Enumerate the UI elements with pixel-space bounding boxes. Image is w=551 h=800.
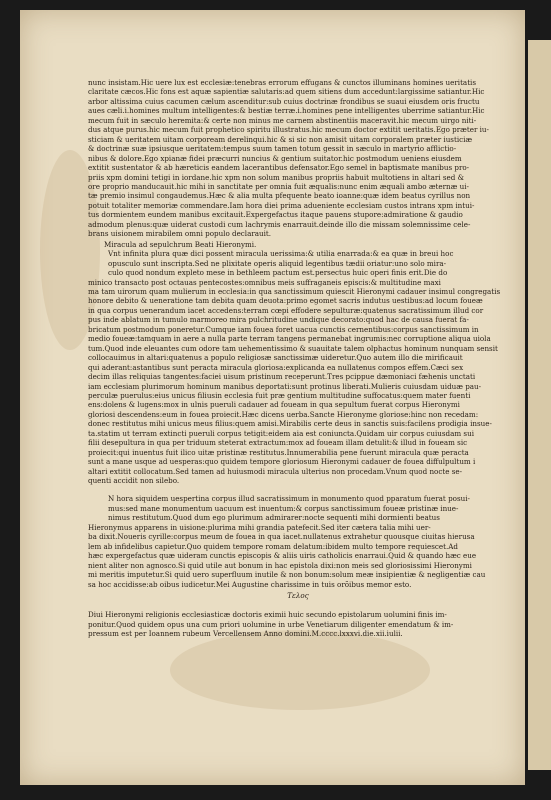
text-line: potuit totaliter memoriæ commendare.Iam hora diei prima adueniente ecclesiam custos intrans xpm intui- (88, 200, 475, 210)
text-line: culo quod nondum expleto mese in bethleem pactum est.persectus huic operi finis erit.Die do (108, 268, 448, 278)
text-line: aues cæli.i.homines multum intelligentes:& bestiæ terræ.i.homines pene intelligentes uberrime satiantur.Hic (88, 106, 485, 116)
section-heading: Miracula ad sepulchrum Beati Hieronymi. (104, 239, 257, 249)
text-line: iam ecclesiam plurimorum hominum manibus deportati:sunt protinus liberati.Mulieris cuiusdam uiduæ pau- (88, 381, 482, 391)
text-line: filii desepultura in qua per triduum steterat extractum:mox ad foueam illam detulit:& illud in foueam sic (88, 438, 468, 448)
text-line: Hieronymus apparens in uisione:plurima mihi grandia patefecit.Sed iter cætera talia mihi uer- (88, 522, 431, 532)
text-line: pressum est per Ioannem rubeum Vercellensem Anno domini.M.cccc.lxxxvi.die.xii.iulii. (88, 629, 403, 639)
text-line: Diui Hieronymi religionis ecclesiasticæ doctoris eximii huic secundo epistolarum uolumini finis im- (88, 610, 447, 620)
burial-section (88, 494, 508, 589)
text-line: extitit sustentator & ab hæreticis eandem lacerantibus defensator.Ego semel in baptismate manibus pro- (88, 163, 470, 173)
text-line: tæ premio insimul congaudemus.Hæc & alia multa pfequente beato ioanne:quæ idem beatus cyrillus non (88, 191, 471, 201)
text-line: ore proprio manducauit.hic mihi in sanctitate per omnia fuit æqualis:nunc enim æquali ambo æternæ ui- (88, 181, 469, 191)
text-line: collocauimus in altari:quatenus a populo religiosæ sanctissimæ uideretur.Quo autem illo die mirificauit (88, 353, 463, 363)
text-line: medio foueæ:tamquam in aere a nulla parte terram tangens permanebat ingrumis:nec corruptione aliqua uiola (88, 334, 491, 344)
text-line: in qua corpus uenerandum iacet accedens:terram cœpi effodere sepulturæ:quatenus sacratissimum illud cor (88, 305, 484, 315)
text-line: ens:dolens & lugens:mox in ulnis pueruli cadauer ad foueam in qua sepultum fuerat corpus Hieronymi (88, 400, 460, 410)
text-line: mecum fuit in sæculo heremita:& certe non minus me carnem abstinentiis maceravit.hic mecum uirgo niti- (88, 115, 477, 125)
page-text (88, 78, 508, 639)
text-line: tus dormientem eundem manibus excitauit.Expergefactus itaque pauens stupore:admiratione & gaudio (88, 210, 463, 220)
text-line: ta.statim ut terram extincti pueruli corpus tetigit:eidem aia est coniuncta.Quidam uir corpus cuiusdam sui (88, 428, 474, 438)
text-line: nient aliter non agnosco.Si quid utile aut bonum in hac epistola dixi:non meis sed gloriosissimi Hieronymi (88, 560, 472, 570)
text-line: sunt a mane usque ad uesperas:quo quidem tempore gloriosum Hieronymi cadauer de fouea diffulpultum i (88, 457, 476, 467)
text-line: decim illas reliquias tangentes:faciei uisum pristinum receperunt.Tres pcippue dæmoniaci fæhenis unctati (88, 372, 476, 382)
text-line: altari extitit collocatum.Sed tamen ad huiusmodi miracula ulterius non procedam.Vnum quod nocte se- (88, 466, 463, 476)
text-line: qui aderant:astantibus sunt peracta miracula gloriosa:explicanda ea nullatenus compos effem.Cæci sex (88, 362, 464, 372)
text-line: sticiam & ueritatem uitam corpoream derelinqui.hic & si sic non amisit uitam corporalem præter iusticiæ (88, 134, 473, 144)
text-line: dus atque purus.hic mecum fuit prophetico spiritu illustratus.hic mecum doctor extitit ueritatis.Ego præter iu- (88, 125, 489, 135)
text-line: honore debito & ueneratione tam debita quam deuota:primo egomet sacris indutus uestibus:ad locum foueæ (88, 296, 483, 306)
text-line: Vnt infinita plura quæ dici possent miracula uerissima:& utilia enarrada:& ea quæ in breui hoc (108, 249, 454, 259)
text-line: lem ab infidelibus capietur.Quo quidem tempore romam delatum:ibidem multo tempore requiescet.Ad (88, 541, 458, 551)
text-line: sa hoc accidisse:ab oibus iudicetur.Mei Augustine charissime in tuis orõibus memor esto. (88, 579, 412, 589)
text-line: minico transacto post octauas pentecostes:omnibus meis suffraganeis episcis:& multitudine maxi (88, 277, 441, 287)
text-line: donec restitutus mihi unicus meus filius:quem amisi.Mirabilis certe deus in sanctis suis:facilens prodigia insue- (88, 419, 492, 429)
text-line: mus:sed mane monumentum uacuum est inuentum:& corpus sanctissimum foueæ pristinæ inue- (108, 503, 459, 513)
text-line: arbor altissima cuius cacumen cælum ascenditur:sub cuius doctrinæ frondibus se suaui eiusdem oris fructu (88, 96, 480, 106)
adjacent-page-edge (528, 40, 551, 770)
text-line: quenti accidit non silebo. (88, 476, 180, 486)
text-line: ponitur.Quod quidem opus una cum priori uolumine in urbe Venetiarum diligenter emendatum & im- (88, 619, 454, 629)
text-line: perculæ puerulus:eius unicus filiusin ecclesia fuit præ gentium multitudine suffocatus:quem mater fuenti (88, 390, 471, 400)
text-line: N hora siquidem uespertina corpus illud sacratissimum in monumento quod pparatum fuerat posui- (108, 494, 470, 504)
text-line: opusculo sunt inscripta.Sed ne plixitate operis aliquid legentibus tædii oriatur:uno solo mira- (108, 258, 447, 268)
text-line: tum.Quod inde eleuantes cum odore tam uehementissimo & suauitate talem olphactus hominum nunquam sensit (88, 343, 498, 353)
colophon (88, 610, 508, 638)
text-line: ma tam uirorum quam mulierum in ecclesia:in qua sanctissimum quiescit Hieronymi cadauer insimul congregatis (88, 286, 501, 296)
book-page (20, 10, 525, 785)
text-line: nunc insistam.Hic uere lux est ecclesiæ:tenebras errorum effugans & cunctos illuminans homines ueritatis (88, 78, 477, 87)
text-line: admodum plenus:quæ uiderat custodi cum lachrymis enarrauit.deinde illo die missam solemnissime cele- (88, 219, 471, 229)
miracles-section (88, 249, 508, 485)
text-line: hæc expergefactus quæ uideram cunctis episcopis & aliis uiris catholicis enarraui.Quid & quando hæc eue (88, 551, 477, 561)
text-line: gloriosi descendens:eum in fouea proiecit.Hæc dicens uerba.Sancte Hieronyme gloriose:hinc non recedam: (88, 409, 479, 419)
text-line: ba dixit.Noueris cyrille:corpus meum de fouea in qua iacet.nullatenus extrahetur quousque ciuitas hierusa (88, 532, 475, 542)
text-line: nimus restitutum.Quod dum ego plurimum admirarer:nocte sequenti mihi dormienti beatus (108, 513, 440, 523)
paper-stain (170, 630, 430, 710)
vision-section (88, 78, 508, 239)
text-line: mi meritis imputetur.Si quid uero superfluum inutile & non bonum:solum meæ insipientiæ & negligentiæ cau (88, 570, 486, 580)
text-line: pus inde ablatum in tumulo marmoreo mira pulchritudine undique decorato:quod hac de causa fuerat fa- (88, 315, 469, 325)
text-line: claritate cæcos.Hic fons est aquæ sapientiæ salutaris:ad quem sitiens dum accedunt:largissime satiantur.Hic (88, 87, 485, 97)
text-line: nibus & dolore.Ego xpianæ fidei præcurri nuncius & gentium suitator.hic postmodum ueniens eiusdem (88, 153, 462, 163)
text-line: bricatum postmodum poneretur.Cumque iam fouea foret uacua cunctis cernentibus:corpus sanctissimum in (88, 324, 479, 334)
text-line: & doctrinæ suæ ipsiusque ueritatem:tempus suum tamen totum gessit in sæculo in martyrio afflictio- (88, 144, 457, 154)
telos-mark: Τελος (287, 591, 309, 601)
text-line: brans uisionem mirabilem omni populo declarauit. (88, 229, 272, 239)
text-line: proiecit:qui inuentus fuit ilico uitæ pristinæ restitutus.Innumerabilia pene fuerunt miracula quæ peracta (88, 447, 469, 457)
text-line: priis xpm domini tetigi in iordane.hic xpm non solum manibus propriis habuit multotiens in altari sed & (88, 172, 464, 182)
